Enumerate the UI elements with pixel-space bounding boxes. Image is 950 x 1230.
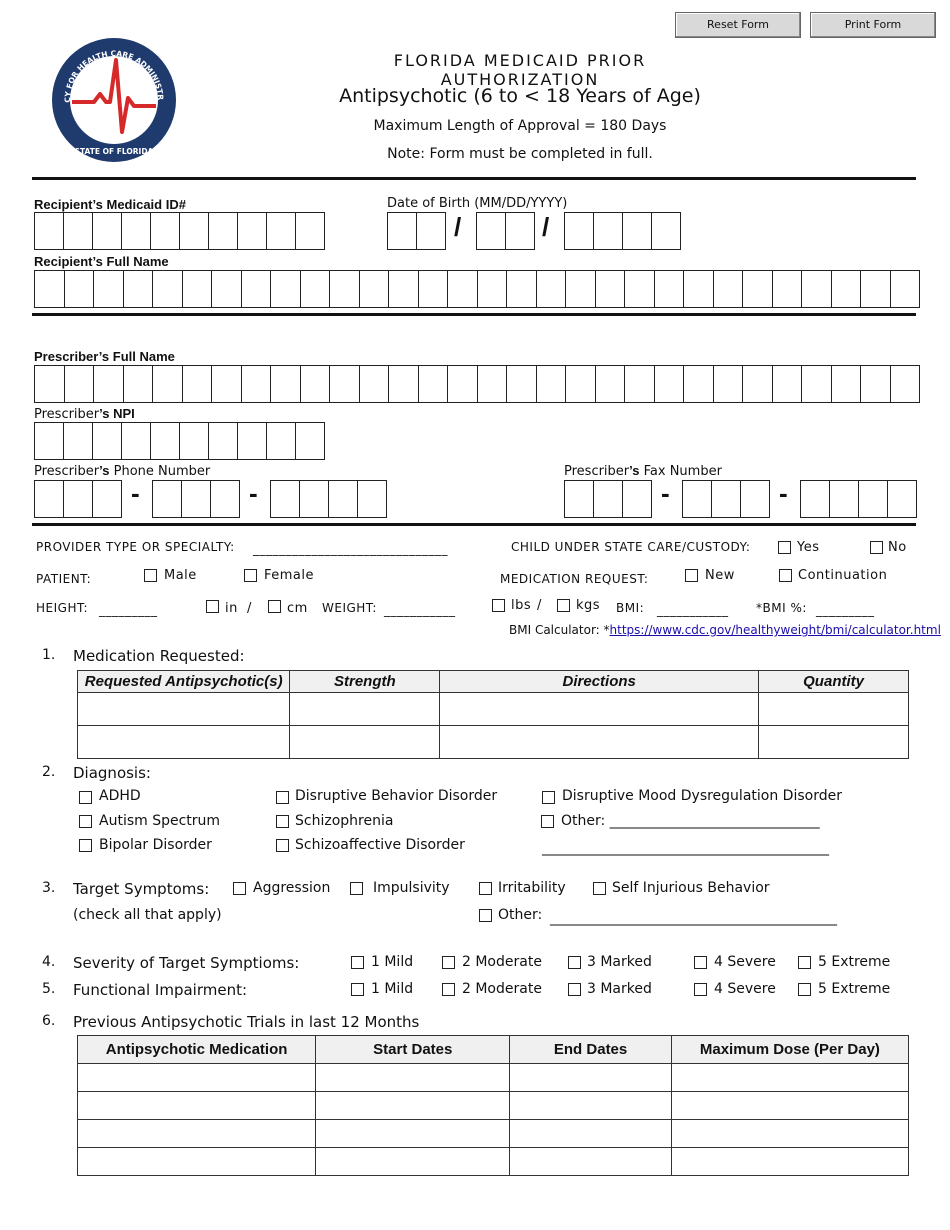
weight-field[interactable]: ___________ bbox=[384, 603, 456, 617]
table-cell[interactable] bbox=[316, 1120, 510, 1148]
q3-number: 3. bbox=[42, 880, 56, 896]
table-header: End Dates bbox=[510, 1036, 671, 1064]
severity-5-checkbox[interactable] bbox=[798, 956, 811, 969]
phone-prefix-grid[interactable] bbox=[152, 480, 240, 518]
impairment-4-checkbox[interactable] bbox=[694, 983, 707, 996]
char-box[interactable] bbox=[506, 270, 537, 308]
char-box[interactable] bbox=[179, 422, 209, 460]
table-cell[interactable] bbox=[510, 1092, 671, 1120]
impairment-5-checkbox[interactable] bbox=[798, 983, 811, 996]
weight-lbs-checkbox[interactable] bbox=[492, 599, 505, 612]
char-box[interactable] bbox=[123, 270, 154, 308]
char-box[interactable] bbox=[418, 365, 449, 403]
dx-other-checkbox[interactable] bbox=[541, 815, 554, 828]
table-header: Start Dates bbox=[316, 1036, 510, 1064]
severity-2-label: 2 Moderate bbox=[462, 954, 542, 970]
unit-separator: / bbox=[537, 598, 542, 613]
char-box[interactable] bbox=[829, 480, 859, 518]
severity-3-label: 3 Marked bbox=[587, 954, 652, 970]
continuation-checkbox[interactable] bbox=[779, 569, 792, 582]
dx-dmdd-label: Disruptive Mood Dysregulation Disorder bbox=[562, 788, 842, 804]
sym-other-checkbox[interactable] bbox=[479, 909, 492, 922]
char-box[interactable] bbox=[181, 480, 211, 518]
char-box[interactable] bbox=[152, 480, 182, 518]
table-cell[interactable] bbox=[671, 1120, 908, 1148]
dx-adhd-label: ADHD bbox=[99, 788, 141, 804]
impairment-2-label: 2 Moderate bbox=[462, 981, 542, 997]
char-box[interactable] bbox=[388, 365, 419, 403]
female-checkbox[interactable] bbox=[244, 569, 257, 582]
table-row bbox=[78, 1092, 909, 1120]
char-box[interactable] bbox=[447, 365, 478, 403]
char-box[interactable] bbox=[237, 422, 267, 460]
char-box[interactable] bbox=[711, 480, 741, 518]
impairment-5-label: 5 Extreme bbox=[818, 981, 891, 997]
dx-schizoaffective-label: Schizoaffective Disorder bbox=[295, 837, 465, 853]
char-box[interactable] bbox=[182, 270, 213, 308]
provider-type-field[interactable]: ______________________________ bbox=[253, 542, 448, 556]
char-box[interactable] bbox=[93, 365, 124, 403]
agency-logo bbox=[50, 36, 178, 164]
sym-irritability-label: Irritability bbox=[498, 880, 566, 896]
bmi-calculator-line bbox=[509, 623, 941, 637]
char-box[interactable] bbox=[593, 480, 623, 518]
char-box[interactable] bbox=[295, 422, 325, 460]
char-box[interactable] bbox=[241, 365, 272, 403]
char-box[interactable] bbox=[64, 365, 95, 403]
dob-month-grid[interactable] bbox=[387, 212, 446, 250]
prescriber-fax-label: Prescriber’s Fax Number bbox=[564, 463, 722, 479]
char-box[interactable] bbox=[536, 365, 567, 403]
char-box[interactable] bbox=[211, 270, 242, 308]
weight-lbs-label: lbs bbox=[511, 598, 532, 613]
table-header: Antipsychotic Medication bbox=[78, 1036, 316, 1064]
bmi-percent-label: *BMI %: bbox=[756, 601, 807, 615]
impairment-2-checkbox[interactable] bbox=[442, 983, 455, 996]
char-box[interactable] bbox=[683, 270, 714, 308]
char-box[interactable] bbox=[564, 480, 594, 518]
char-box[interactable] bbox=[713, 365, 744, 403]
char-box[interactable] bbox=[772, 270, 803, 308]
phone-area-grid[interactable] bbox=[34, 480, 122, 518]
table-cell[interactable] bbox=[510, 1064, 671, 1092]
char-box[interactable] bbox=[64, 270, 95, 308]
table-row bbox=[78, 1064, 909, 1092]
table-cell[interactable] bbox=[78, 1092, 316, 1120]
recipient-name-label: Recipient’s Full Name bbox=[34, 254, 169, 269]
weight-kgs-label: kgs bbox=[576, 598, 601, 613]
char-box[interactable] bbox=[565, 365, 596, 403]
approval-length: Maximum Length of Approval = 180 Days bbox=[373, 118, 667, 134]
sym-other-label: Other: bbox=[498, 907, 543, 923]
section-divider bbox=[32, 523, 916, 526]
char-box[interactable] bbox=[329, 365, 360, 403]
table-cell[interactable] bbox=[510, 1148, 671, 1176]
char-box[interactable] bbox=[328, 480, 358, 518]
prescriber-name-label: Prescriber’s Full Name bbox=[34, 349, 175, 364]
char-box[interactable] bbox=[266, 422, 296, 460]
severity-5-label: 5 Extreme bbox=[818, 954, 891, 970]
q5-number: 5. bbox=[42, 981, 56, 997]
char-box[interactable] bbox=[329, 270, 360, 308]
char-box[interactable] bbox=[270, 365, 301, 403]
table-cell[interactable] bbox=[440, 726, 759, 759]
height-label: HEIGHT: bbox=[36, 601, 89, 615]
char-box[interactable] bbox=[152, 270, 183, 308]
medication-table bbox=[77, 670, 909, 759]
char-box[interactable] bbox=[800, 480, 830, 518]
table-header: Maximum Dose (Per Day) bbox=[671, 1036, 908, 1064]
char-box[interactable] bbox=[624, 365, 655, 403]
char-box[interactable] bbox=[300, 270, 331, 308]
char-box[interactable] bbox=[477, 270, 508, 308]
char-box[interactable] bbox=[34, 422, 64, 460]
table-cell[interactable] bbox=[78, 1064, 316, 1092]
char-box[interactable] bbox=[388, 270, 419, 308]
print-form-button[interactable]: Print Form bbox=[810, 12, 936, 38]
table-row bbox=[78, 693, 909, 726]
recipient-id-label: Recipient’s Medicaid ID# bbox=[34, 197, 186, 212]
char-box[interactable] bbox=[654, 365, 685, 403]
fax-dash: - bbox=[779, 478, 788, 508]
char-box[interactable] bbox=[622, 480, 652, 518]
svg-text:STATE OF FLORIDA: STATE OF FLORIDA bbox=[74, 147, 154, 156]
char-box[interactable] bbox=[506, 365, 537, 403]
char-box[interactable] bbox=[299, 480, 329, 518]
reset-form-button[interactable]: Reset Form bbox=[675, 12, 801, 38]
dx-schizophrenia-checkbox[interactable] bbox=[276, 815, 289, 828]
table-cell[interactable] bbox=[78, 1148, 316, 1176]
custody-label: CHILD UNDER STATE CARE/CUSTODY: bbox=[511, 540, 751, 554]
char-box[interactable] bbox=[34, 480, 64, 518]
bmi-percent-field[interactable]: _________ bbox=[816, 603, 875, 617]
table-cell[interactable] bbox=[671, 1148, 908, 1176]
table-header: Requested Antipsychotic(s) bbox=[78, 671, 290, 693]
dx-bipolar-checkbox[interactable] bbox=[79, 839, 92, 852]
char-box[interactable] bbox=[416, 212, 446, 250]
char-box[interactable] bbox=[683, 365, 714, 403]
section-divider bbox=[32, 313, 916, 316]
char-box[interactable] bbox=[300, 365, 331, 403]
char-box[interactable] bbox=[887, 480, 917, 518]
prescriber-npi-grid[interactable] bbox=[34, 422, 325, 460]
fax-line-grid[interactable] bbox=[800, 480, 917, 518]
dx-autism-label: Autism Spectrum bbox=[99, 813, 221, 829]
svg-text:AGENCY FOR HEALTH CARE ADMINIS: CY FOR HEALTH CARE ADMINISTR bbox=[62, 48, 166, 103]
form-title: Antipsychotic (6 to < 18 Years of Age) bbox=[339, 85, 701, 107]
table-cell[interactable] bbox=[671, 1064, 908, 1092]
char-box[interactable] bbox=[476, 212, 506, 250]
weight-label: WEIGHT: bbox=[322, 601, 377, 615]
dx-other-line[interactable]: _________________________________________ bbox=[542, 840, 829, 856]
table-cell[interactable] bbox=[290, 726, 440, 759]
char-box[interactable] bbox=[801, 365, 832, 403]
table-cell[interactable] bbox=[290, 693, 440, 726]
dob-slash: / bbox=[454, 212, 462, 242]
dx-autism-checkbox[interactable] bbox=[79, 815, 92, 828]
bmi-calculator-label: BMI Calculator: * bbox=[509, 623, 610, 637]
impairment-1-checkbox[interactable] bbox=[351, 983, 364, 996]
char-box[interactable] bbox=[34, 270, 65, 308]
char-box[interactable] bbox=[152, 365, 183, 403]
male-label: Male bbox=[164, 568, 197, 583]
char-box[interactable] bbox=[63, 212, 93, 250]
table-header: Directions bbox=[440, 671, 759, 693]
table-row bbox=[78, 1120, 909, 1148]
char-box[interactable] bbox=[179, 212, 209, 250]
sym-self-injurious-checkbox[interactable] bbox=[593, 882, 606, 895]
table-cell[interactable] bbox=[316, 1064, 510, 1092]
char-box[interactable] bbox=[92, 422, 122, 460]
char-box[interactable] bbox=[121, 422, 151, 460]
char-box[interactable] bbox=[121, 212, 151, 250]
char-box[interactable] bbox=[182, 365, 213, 403]
char-box[interactable] bbox=[92, 480, 122, 518]
char-box[interactable] bbox=[831, 270, 862, 308]
impairment-3-label: 3 Marked bbox=[587, 981, 652, 997]
sym-aggression-checkbox[interactable] bbox=[233, 882, 246, 895]
q4-number: 4. bbox=[42, 954, 56, 970]
char-box[interactable] bbox=[359, 365, 390, 403]
table-row bbox=[78, 726, 909, 759]
severity-1-checkbox[interactable] bbox=[351, 956, 364, 969]
char-box[interactable] bbox=[890, 270, 921, 308]
char-box[interactable] bbox=[595, 365, 626, 403]
custody-no-label: No bbox=[888, 540, 907, 555]
male-checkbox[interactable] bbox=[144, 569, 157, 582]
continuation-label: Continuation bbox=[798, 568, 888, 583]
dx-other-field[interactable]: Other: ______________________________ bbox=[561, 813, 820, 829]
char-box[interactable] bbox=[211, 365, 242, 403]
bmi-label: BMI: bbox=[616, 601, 645, 615]
fax-dash: - bbox=[661, 478, 670, 508]
table-cell[interactable] bbox=[440, 693, 759, 726]
table-cell[interactable] bbox=[78, 726, 290, 759]
char-box[interactable] bbox=[593, 212, 623, 250]
new-request-label: New bbox=[705, 568, 735, 583]
char-box[interactable] bbox=[418, 270, 449, 308]
previous-trials-table bbox=[77, 1035, 909, 1176]
table-cell[interactable] bbox=[759, 693, 909, 726]
char-box[interactable] bbox=[742, 270, 773, 308]
char-box[interactable] bbox=[208, 212, 238, 250]
new-request-checkbox[interactable] bbox=[685, 569, 698, 582]
char-box[interactable] bbox=[34, 365, 65, 403]
medication-request-label: MEDICATION REQUEST: bbox=[500, 572, 649, 586]
impairment-4-label: 4 Severe bbox=[714, 981, 776, 997]
prescriber-phone-label: Prescriber’s Phone Number bbox=[34, 463, 211, 479]
char-box[interactable] bbox=[477, 365, 508, 403]
custody-yes-label: Yes bbox=[797, 540, 820, 555]
bmi-calculator-link[interactable]: https://www.cdc.gov/healthyweight/bmi/calculator.html bbox=[609, 623, 941, 637]
char-box[interactable] bbox=[34, 212, 64, 250]
char-box[interactable] bbox=[266, 212, 296, 250]
patient-label: PATIENT: bbox=[36, 572, 92, 586]
recipient-name-grid[interactable] bbox=[34, 270, 920, 308]
dob-year-grid[interactable] bbox=[564, 212, 681, 250]
dx-disruptive-behavior-checkbox[interactable] bbox=[276, 791, 289, 804]
char-box[interactable] bbox=[860, 365, 891, 403]
char-box[interactable] bbox=[93, 270, 124, 308]
char-box[interactable] bbox=[742, 365, 773, 403]
dx-bipolar-label: Bipolar Disorder bbox=[99, 837, 212, 853]
custody-no-checkbox[interactable] bbox=[870, 541, 883, 554]
char-box[interactable] bbox=[241, 270, 272, 308]
sym-irritability-checkbox[interactable] bbox=[479, 882, 492, 895]
sym-other-field[interactable]: _________________________________________ bbox=[550, 910, 837, 926]
char-box[interactable] bbox=[801, 270, 832, 308]
char-box[interactable] bbox=[63, 480, 93, 518]
char-box[interactable] bbox=[622, 212, 652, 250]
severity-4-checkbox[interactable] bbox=[694, 956, 707, 969]
char-box[interactable] bbox=[565, 270, 596, 308]
char-box[interactable] bbox=[387, 212, 417, 250]
char-box[interactable] bbox=[713, 270, 744, 308]
height-in-label: in bbox=[225, 601, 238, 616]
prescriber-npi-label: Prescriber’s NPI bbox=[34, 406, 135, 422]
severity-3-checkbox[interactable] bbox=[568, 956, 581, 969]
severity-4-label: 4 Severe bbox=[714, 954, 776, 970]
char-box[interactable] bbox=[359, 270, 390, 308]
height-cm-checkbox[interactable] bbox=[268, 600, 281, 613]
table-cell[interactable] bbox=[671, 1092, 908, 1120]
char-box[interactable] bbox=[92, 212, 122, 250]
dx-adhd-checkbox[interactable] bbox=[79, 791, 92, 804]
header-divider bbox=[32, 177, 916, 180]
char-box[interactable] bbox=[564, 212, 594, 250]
q6-number: 6. bbox=[42, 1013, 56, 1029]
table-cell[interactable] bbox=[759, 726, 909, 759]
char-box[interactable] bbox=[447, 270, 478, 308]
char-box[interactable] bbox=[237, 212, 267, 250]
height-field[interactable]: _________ bbox=[99, 603, 158, 617]
bmi-field[interactable]: ___________ bbox=[657, 603, 729, 617]
char-box[interactable] bbox=[772, 365, 803, 403]
severity-2-checkbox[interactable] bbox=[442, 956, 455, 969]
table-cell[interactable] bbox=[316, 1148, 510, 1176]
char-box[interactable] bbox=[860, 270, 891, 308]
q2-label: Diagnosis: bbox=[73, 764, 151, 782]
impairment-3-checkbox[interactable] bbox=[568, 983, 581, 996]
dob-slash: / bbox=[542, 212, 550, 242]
char-box[interactable] bbox=[295, 212, 325, 250]
height-in-checkbox[interactable] bbox=[206, 600, 219, 613]
char-box[interactable] bbox=[740, 480, 770, 518]
agency-heading: FLORIDA MEDICAID PRIOR AUTHORIZATION bbox=[393, 51, 647, 89]
sym-impulsivity-checkbox[interactable] bbox=[350, 882, 363, 895]
char-box[interactable] bbox=[270, 270, 301, 308]
phone-line-grid[interactable] bbox=[270, 480, 387, 518]
table-cell[interactable] bbox=[316, 1092, 510, 1120]
char-box[interactable] bbox=[123, 365, 154, 403]
char-box[interactable] bbox=[150, 212, 180, 250]
char-box[interactable] bbox=[595, 270, 626, 308]
q4-label: Severity of Target Symptioms: bbox=[73, 954, 300, 972]
q5-label: Functional Impairment: bbox=[73, 981, 248, 999]
table-header: Strength bbox=[290, 671, 440, 693]
dob-label: Date of Birth (MM/DD/YYYY) bbox=[387, 196, 568, 211]
q3-sublabel: (check all that apply) bbox=[73, 907, 222, 923]
provider-type-label: PROVIDER TYPE OR SPECIALTY: bbox=[36, 540, 235, 554]
table-cell[interactable] bbox=[78, 1120, 316, 1148]
prescriber-name-grid[interactable] bbox=[34, 365, 920, 403]
char-box[interactable] bbox=[890, 365, 921, 403]
fax-area-grid[interactable] bbox=[564, 480, 652, 518]
recipient-id-grid[interactable] bbox=[34, 212, 325, 250]
impairment-1-label: 1 Mild bbox=[371, 981, 414, 997]
char-box[interactable] bbox=[682, 480, 712, 518]
char-box[interactable] bbox=[357, 480, 387, 518]
table-row bbox=[78, 1148, 909, 1176]
severity-1-label: 1 Mild bbox=[371, 954, 414, 970]
q6-label: Previous Antipsychotic Trials in last 12 Months bbox=[73, 1013, 420, 1031]
sym-impulsivity-label: Impulsivity bbox=[373, 880, 450, 896]
phone-dash: - bbox=[131, 478, 140, 508]
char-box[interactable] bbox=[63, 422, 93, 460]
custody-yes-checkbox[interactable] bbox=[778, 541, 791, 554]
dx-schizophrenia-label: Schizophrenia bbox=[295, 813, 394, 829]
char-box[interactable] bbox=[624, 270, 655, 308]
phone-dash: - bbox=[249, 478, 258, 508]
form-note: Note: Form must be completed in full. bbox=[387, 146, 653, 162]
q1-number: 1. bbox=[42, 647, 56, 663]
height-cm-label: cm bbox=[287, 601, 308, 616]
table-cell[interactable] bbox=[510, 1120, 671, 1148]
char-box[interactable] bbox=[208, 422, 238, 460]
dx-dmdd-checkbox[interactable] bbox=[542, 791, 555, 804]
char-box[interactable] bbox=[150, 422, 180, 460]
char-box[interactable] bbox=[858, 480, 888, 518]
char-box[interactable] bbox=[831, 365, 862, 403]
table-cell[interactable] bbox=[78, 693, 290, 726]
char-box[interactable] bbox=[654, 270, 685, 308]
dx-disruptive-behavior-label: Disruptive Behavior Disorder bbox=[295, 788, 498, 804]
sym-self-injurious-label: Self Injurious Behavior bbox=[612, 880, 770, 896]
table-header: Quantity bbox=[759, 671, 909, 693]
q3-label: Target Symptoms: bbox=[73, 880, 210, 898]
female-label: Female bbox=[264, 568, 315, 583]
char-box[interactable] bbox=[505, 212, 535, 250]
char-box[interactable] bbox=[270, 480, 300, 518]
dob-day-grid[interactable] bbox=[476, 212, 535, 250]
q2-number: 2. bbox=[42, 764, 56, 780]
char-box[interactable] bbox=[536, 270, 567, 308]
dx-schizoaffective-checkbox[interactable] bbox=[276, 839, 289, 852]
q1-label: Medication Requested: bbox=[73, 647, 245, 665]
char-box[interactable] bbox=[651, 212, 681, 250]
char-box[interactable] bbox=[210, 480, 240, 518]
weight-kgs-checkbox[interactable] bbox=[557, 599, 570, 612]
fax-prefix-grid[interactable] bbox=[682, 480, 770, 518]
unit-separator: / bbox=[247, 601, 252, 616]
sym-aggression-label: Aggression bbox=[253, 880, 331, 896]
